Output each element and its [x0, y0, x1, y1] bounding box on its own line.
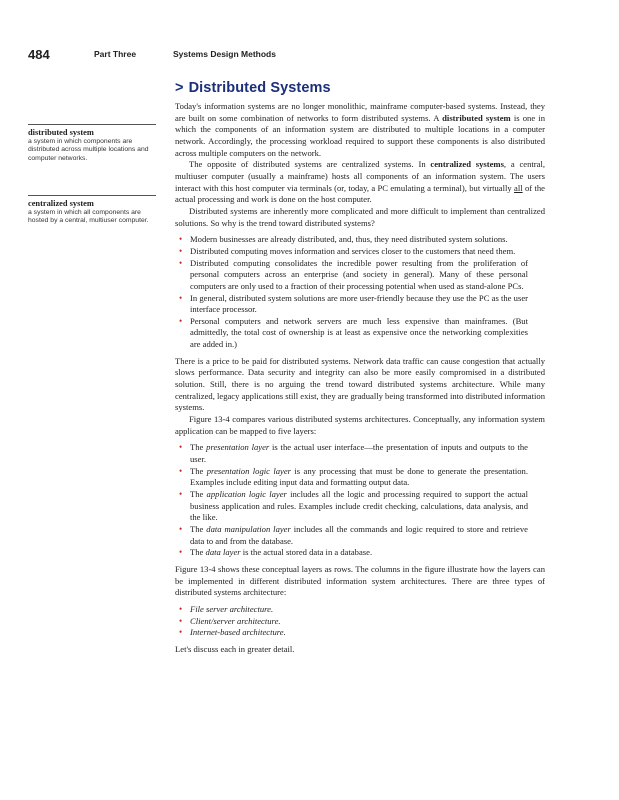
bold-term: distributed system — [442, 112, 511, 123]
italic-term: presentation logic layer — [206, 465, 292, 476]
text: The — [190, 523, 207, 534]
text: is the actual stored data in a database. — [240, 547, 373, 558]
list-item — [190, 524, 528, 547]
list-item: • Modern businesses are already distributed, and, thus, they need distributed system solutions. — [190, 234, 528, 246]
text: is one in which the components of an information system are distributed to multiple locations in a computer network. Accordingly, the processing workload required to support these components is also distributed across multiple computers on the network. — [175, 112, 545, 158]
main-text — [175, 101, 545, 656]
text: The — [190, 547, 206, 558]
paragraph-trend: Distributed systems are inherently more complicated and more difficult to implement than centralized solutions. So why is the trend toward distributed systems? — [175, 205, 545, 228]
paragraph-centralized — [175, 159, 545, 206]
italic-term: data layer — [205, 547, 241, 558]
margin-note-centralized-system — [28, 195, 156, 226]
text: The — [190, 465, 207, 476]
paragraph-figure: Figure 13-4 compares various distributed systems architectures. Conceptually, any information system application can be mapped to five layers: — [175, 414, 545, 436]
list-item: • In general, distributed system solutions are more user-friendly because they use the PC as the user interface processor. — [190, 293, 528, 316]
underlined-word: all — [514, 182, 523, 193]
list-item — [190, 547, 528, 559]
list-item — [190, 489, 528, 524]
italic-term: presentation layer — [206, 442, 270, 453]
page-header — [28, 47, 588, 63]
italic-term: Client/server architecture. — [190, 615, 281, 626]
paragraph-closing: Let's discuss each in greater detail. — [175, 643, 295, 654]
paragraph-intro — [175, 101, 545, 159]
list-item — [190, 604, 528, 616]
part-label: Part Three — [94, 49, 137, 59]
chevron-icon: > — [175, 80, 184, 96]
list-item: • Distributed computing consolidates the incredible power resulting from the proliferation of personal computers across an enterprise (and society in general). Many of these personal computers are only used to a fraction of their processing potential when used as stand-alone PCs. — [190, 258, 528, 293]
list-item — [190, 442, 528, 465]
text: The opposite of distributed systems are centralized systems. In — [189, 159, 431, 170]
margin-rule — [28, 195, 156, 196]
text: includes all the commands and logic required to store and retrieve data to and from the database. — [190, 523, 528, 546]
section-title — [175, 80, 331, 96]
italic-term: File server architecture. — [190, 603, 274, 614]
paragraph-columns: Figure 13-4 shows these conceptual layers as rows. The columns in the figure illustrate how the layers can be implemented in different distributed information system architectures. There are three types of distributed systems architecture: — [175, 563, 545, 598]
margin-rule — [28, 124, 156, 125]
bold-term: centralized systems — [430, 159, 504, 170]
list-item: • Personal computers and network servers are much less expensive than mainframes. (But admittedly, the total cost of ownership is at least as expensive once the networking complexities are added in.) — [190, 316, 528, 351]
text: Today's information systems are no longer monolithic, mainframe computer-based systems. Instead, they are built on some combination of networks to form distributed systems. A — [175, 101, 545, 123]
margin-note-distributed-system — [28, 124, 156, 163]
text: The — [190, 442, 207, 453]
margin-definition: a system in which all components are hosted by a central, multiuser computer. — [28, 209, 149, 225]
list-item — [190, 616, 528, 628]
architectures-list — [175, 604, 545, 639]
reasons-list — [175, 234, 545, 351]
text: , a central, multiuser computer (usually a mainframe) hosts all components of an information system. The users interact with this host computer via terminals (or, today, a PC emulating a terminal), but virtually — [175, 159, 545, 193]
text: of the actual processing and work is done on the host computer. — [175, 182, 545, 205]
text: is the actual user interface—the presentation of inputs and outputs to the user. — [190, 442, 528, 465]
page-number: 484 — [28, 47, 50, 62]
part-title: Systems Design Methods — [173, 49, 276, 59]
margin-term: distributed system — [28, 128, 94, 137]
italic-term: data manipulation layer — [206, 523, 291, 534]
list-item — [190, 466, 528, 489]
layers-list — [175, 442, 545, 559]
paragraph-price: There is a price to be paid for distributed systems. Network data traffic can cause congestion that actually slows performance. Data security and integrity can also be more easily compromised in a distributed solution. Still, there is no arguing the trend toward distributed systems architecture. While many centralized, legacy applications still exist, they are gradually being transformed into distributed information systems. — [175, 355, 545, 413]
italic-term: Internet-based architecture. — [190, 627, 286, 638]
section-title-text: Distributed Systems — [188, 80, 331, 96]
margin-term: centralized system — [28, 199, 94, 208]
text: The — [190, 489, 207, 499]
list-item — [190, 627, 528, 639]
list-item: • Distributed computing moves information and services closer to the customers that need them. — [190, 246, 528, 258]
text: is any processing that must be done to generate the presentation. Examples include editing input data and formatting output data. — [190, 465, 528, 488]
margin-definition: a system in which components are distributed across multiple locations and computer networks. — [28, 138, 149, 162]
text: includes all the logic and processing required to support the actual business application and rules. Examples include credit checking, calculations, data analysis, and the like. — [190, 489, 528, 523]
italic-term: application logic layer — [206, 489, 287, 499]
